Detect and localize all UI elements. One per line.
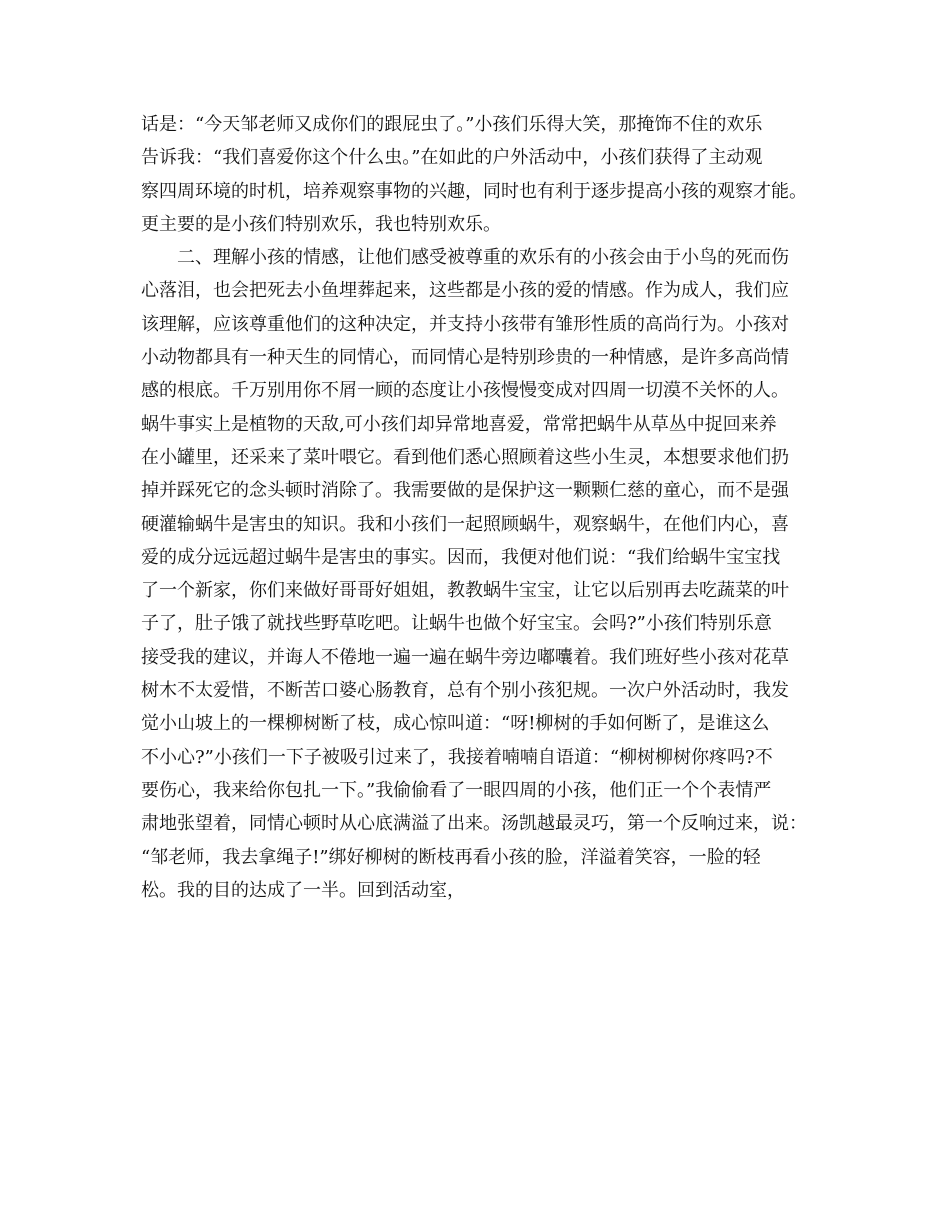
text-line: 掉并踩死它的念头顿时消除了。我需要做的是保护这一颗颗仁慈的童心，而不是强 xyxy=(141,480,789,502)
text-line: 要伤心，我来给你包扎一下。”我偷偷看了一眼四周的小孩，他们正一个个表情严 xyxy=(141,779,772,801)
text-line: 在小罐里，还采来了菜叶喂它。看到他们悉心照顾着这些小生灵，本想要求他们扔 xyxy=(141,446,789,468)
text-line: 树木不太爱惜，不断苦口婆心肠教育，总有个别小孩犯规。一次户外活动时，我发 xyxy=(141,680,789,702)
text-line: 蜗牛事实上是植物的天敌,可小孩们却异常地喜爱，常常把蜗牛从草丛中捉回来养 xyxy=(141,413,777,435)
text-line: 接受我的建议，并诲人不倦地一遍一遍在蜗牛旁边嘟囔着。我们班好些小孩对花草 xyxy=(141,646,789,668)
text-line: 小动物都具有一种天生的同情心，而同情心是特别珍贵的一种情感，是许多高尚情 xyxy=(141,347,789,369)
text-line: 察四周环境的时机，培养观察事物的兴趣，同时也有利于逐步提高小孩的观察才能。 xyxy=(141,180,807,202)
text-line: 觉小山坡上的一棵柳树断了枝，成心惊叫道：“呀!柳树的手如何断了，是谁这么 xyxy=(141,713,770,735)
text-line: “邹老师，我去拿绳子!”绑好柳树的断枝再看小孩的脸，洋溢着笑容，一脸的轻 xyxy=(141,846,761,868)
text-line: 更主要的是小孩们特别欢乐，我也特别欢乐。 xyxy=(141,213,501,235)
text-line: 心落泪，也会把死去小鱼埋葬起来，这些都是小孩的爱的情感。作为成人，我们应 xyxy=(141,280,789,302)
text-line: 爱的成分远远超过蜗牛是害虫的事实。因而，我便对他们说：“我们给蜗牛宝宝找 xyxy=(141,546,781,568)
text-line: 话是：“今天邹老师又成你们的跟屁虫了。”小孩们乐得大笑，那掩饰不住的欢乐 xyxy=(141,114,763,135)
body-text xyxy=(141,108,821,907)
text-line: 该理解，应该尊重他们的这种决定，并支持小孩带有雏形性质的高尚行为。小孩对 xyxy=(141,313,789,335)
text-line: 松。我的目的达成了一半。回到活动室， xyxy=(141,879,465,901)
text-line: 不小心?”小孩们一下子被吸引过来了，我接着喃喃自语道：“柳树柳树你疼吗?不 xyxy=(141,746,773,768)
text-line: 告诉我：“我们喜爱你这个什么虫。”在如此的户外活动中，小孩们获得了主动观 xyxy=(141,147,763,169)
text-line: 感的根底。千万别用你不屑一顾的态度让小孩慢慢变成对四周一切漠不关怀的人。 xyxy=(141,380,789,402)
text-line: 肃地张望着，同情心顿时从心底满溢了出来。汤凯越最灵巧，第一个反响过来，说： xyxy=(141,813,807,835)
text-line: 子了，肚子饿了就找些野草吃吧。让蜗牛也做个好宝宝。会吗?”小孩们特别乐意 xyxy=(141,613,772,635)
text-line: 硬灌输蜗牛是害虫的知识。我和小孩们一起照顾蜗牛，观察蜗牛，在他们内心，喜 xyxy=(141,513,789,535)
paragraph-first-line: 二、理解小孩的情感，让他们感受被尊重的欢乐有的小孩会由于小鸟的死而伤 xyxy=(177,247,789,269)
text-line: 了一个新家，你们来做好哥哥好姐姐，教教蜗牛宝宝，让它以后别再去吃蔬菜的叶 xyxy=(141,580,789,602)
